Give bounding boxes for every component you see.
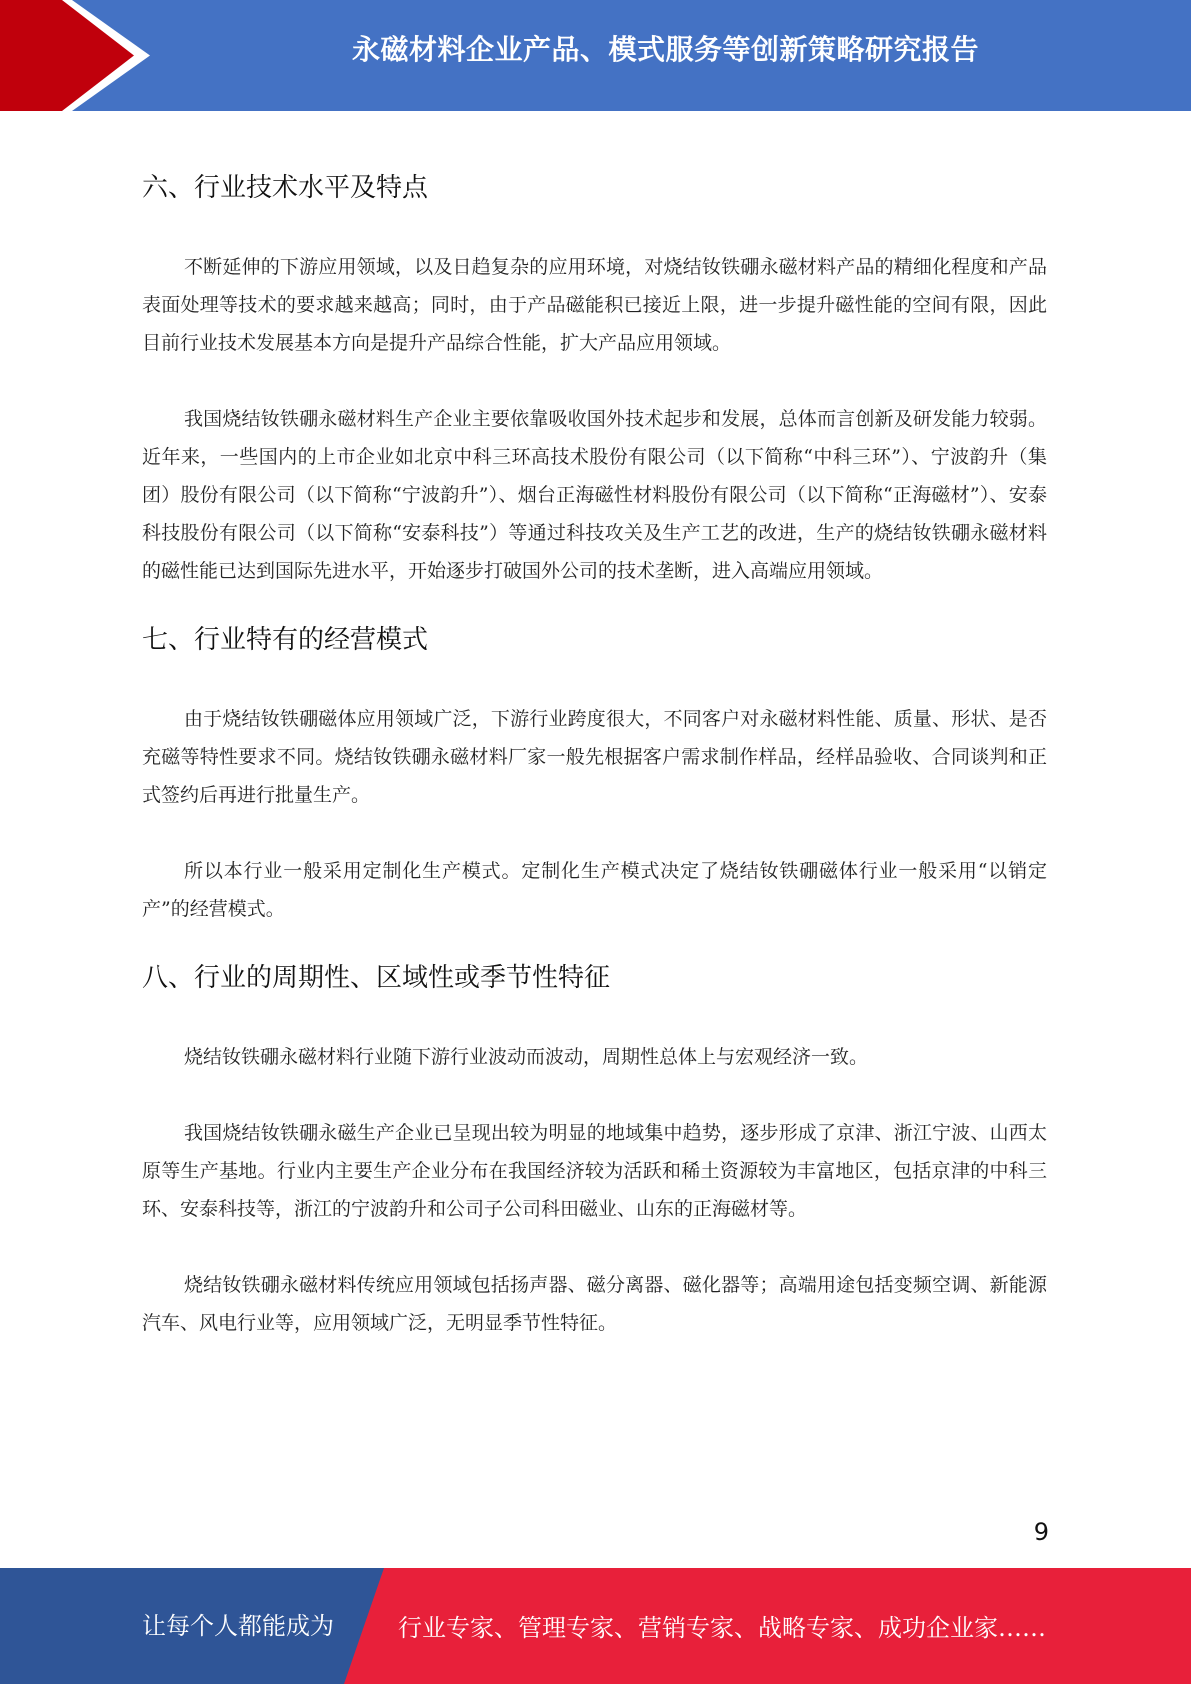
page-header — [0, 0, 1191, 111]
paragraph: 不断延伸的下游应用领域，以及日趋复杂的应用环境，对烧结钕铁硼永磁材料产品的精细化程度和产品表面处理等技术的要求越来越高；同时，由于产品磁能积已接近上限，进一步提升磁性能的空间有限，因此目前行业技术发展基本方向是提升产品综合性能，扩大产品应用领域。 — [142, 256, 1047, 354]
section-heading: 六、行业技术水平及特点 — [142, 173, 429, 203]
paragraph: 烧结钕铁硼永磁材料传统应用领域包括扬声器、磁分离器、磁化器等；高端用途包括变频空调、新能源汽车、风电行业等，应用领域广泛，无明显季节性特征。 — [142, 1274, 1047, 1334]
page-footer — [0, 1568, 1191, 1684]
paragraph: 所以本行业一般采用定制化生产模式。定制化生产模式决定了烧结钕铁硼磁体行业一般采用“以销定产”的经营模式。 — [142, 860, 1047, 920]
paragraph: 由于烧结钕铁硼磁体应用领域广泛，下游行业跨度很大，不同客户对永磁材料性能、质量、形状、是否充磁等特性要求不同。烧结钕铁硼永磁材料厂家一般先根据客户需求制作样品，经样品验收、合同谈判和正式签约后再进行批量生产。 — [142, 708, 1047, 806]
document-body — [142, 160, 1047, 1342]
header-chevron-icon — [0, 0, 150, 111]
footer-slogan-left: 让每个人都能成为 — [142, 1612, 334, 1640]
report-title: 永磁材料企业产品、模式服务等创新策略研究报告 — [351, 33, 979, 66]
page-number: 9 — [1033, 1518, 1049, 1546]
paragraph: 烧结钕铁硼永磁材料行业随下游行业波动而波动，周期性总体上与宏观经济一致。 — [184, 1046, 869, 1068]
footer-slogan-right: 行业专家、管理专家、营销专家、战略专家、成功企业家…… — [398, 1614, 1046, 1642]
paragraph: 我国烧结钕铁硼永磁生产企业已呈现出较为明显的地域集中趋势，逐步形成了京津、浙江宁波、山西太原等生产基地。行业内主要生产企业分布在我国经济较为活跃和稀土资源较为丰富地区，包括京津的中科三环、安泰科技等，浙江的宁波韵升和公司子公司科田磁业、山东的正海磁材等。 — [142, 1122, 1047, 1220]
section-heading: 七、行业特有的经营模式 — [142, 625, 429, 655]
section-heading: 八、行业的周期性、区域性或季节性特征 — [142, 963, 611, 993]
paragraph: 我国烧结钕铁硼永磁材料生产企业主要依靠吸收国外技术起步和发展，总体而言创新及研发能力较弱。近年来，一些国内的上市企业如北京中科三环高技术股份有限公司（以下简称“中科三环”）、宁波韵升（集团）股份有限公司（以下简称“宁波韵升”）、烟台正海磁性材料股份有限公司（以下简称“正海磁材”）、安泰科技股份有限公司（以下简称“安泰科技”）等通过科技攻关及生产工艺的改进，生产的烧结钕铁硼永磁材料的磁性能已达到国际先进水平，开始逐步打破国外公司的技术垄断，进入高端应用领域。 — [142, 408, 1047, 582]
